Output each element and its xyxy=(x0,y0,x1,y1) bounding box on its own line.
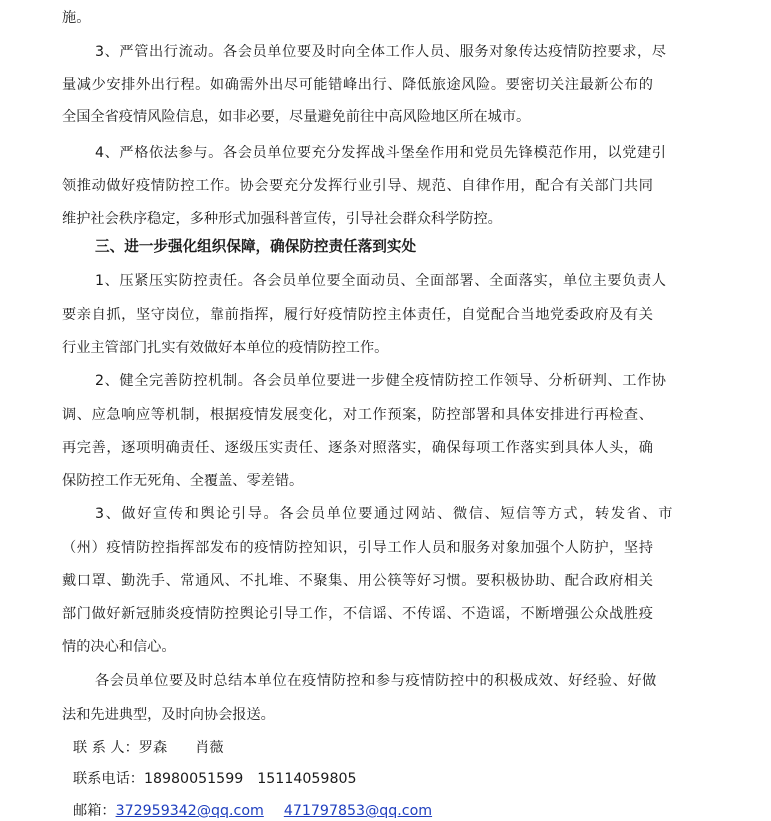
email-link[interactable]: 372959342@qq.com xyxy=(115,803,264,819)
contact-person-label: 联 系 人： xyxy=(73,740,139,756)
paragraph-line: 调、应急响应等机制，根据疫情发展变化，对工作预案，防控部署和具体安排进行再检查、 xyxy=(62,407,654,423)
paragraph-line: 全国全省疫情风险信息，如非必要，尽量避免前往中高风险地区所在城市。 xyxy=(62,109,531,125)
contact-phone-number: 15114059805 xyxy=(257,771,357,787)
paragraph-line: 各会员单位要及时总结本单位在疫情防控和参与疫情防控中的积极成效、好经验、好做 xyxy=(95,673,657,689)
contact-phone-number: 18980051599 xyxy=(143,771,244,787)
paragraph-line: 1、压紧压实防控责任。各会员单位要全面动员、全面部署、全面落实，单位主要负责人 xyxy=(95,273,667,289)
paragraph-line: 保防控工作无死角、全覆盖、零差错。 xyxy=(62,473,304,489)
contact-person-row xyxy=(73,738,224,758)
paragraph-line: 要亲自抓，坚守岗位，靠前指挥，履行好疫情防控主体责任，自觉配合当地党委政府及有关 xyxy=(62,307,654,323)
email-link[interactable]: 471797853@qq.com xyxy=(283,803,433,819)
paragraph-line: 2、健全完善防控机制。各会员单位要进一步健全疫情防控工作领导、分析研判、工作协 xyxy=(95,373,667,389)
paragraph-line: 再完善，逐项明确责任、逐级压实责任、逐条对照落实，确保每项工作落实到具体人头，确 xyxy=(62,440,654,456)
paragraph-line: 行业主管部门扎实有效做好本单位的疫情防控工作。 xyxy=(62,340,389,356)
contact-email-label: 邮箱： xyxy=(73,803,116,819)
contact-email-row xyxy=(73,801,432,821)
contact-phone-label: 联系电话： xyxy=(73,771,144,787)
section-heading: 三、进一步强化组织保障，确保防控责任落到实处 xyxy=(95,238,417,255)
paragraph-line: 3、做好宣传和舆论引导。各会员单位要通过网站、微信、短信等方式，转发省、市 xyxy=(95,506,674,522)
contact-phone-row xyxy=(73,769,357,789)
paragraph-line: 量减少安排外出行程。如确需外出尽可能错峰出行、降低旅途风险。要密切关注最新公布的 xyxy=(62,77,654,93)
paragraph-line: 部门做好新冠肺炎疫情防控舆论引导工作，不信谣、不传谣、不造谣，不断增强公众战胜疫 xyxy=(62,606,654,622)
paragraph-line: 施。 xyxy=(62,10,91,26)
paragraph-line: 情的决心和信心。 xyxy=(62,639,176,655)
paragraph-line: （州）疫情防控指挥部发布的疫情防控知识，引导工作人员和服务对象加强个人防护，坚持 xyxy=(62,540,654,556)
paragraph-line: 维护社会秩序稳定，多种形式加强科普宣传，引导社会群众科学防控。 xyxy=(62,211,502,227)
contact-person-name: 肖薇 xyxy=(195,740,224,756)
paragraph-line: 法和先进典型，及时向协会报送。 xyxy=(62,707,275,723)
contact-person-name: 罗森 xyxy=(138,740,168,756)
paragraph-line: 戴口罩、勤洗手、常通风、不扎堆、不聚集、用公筷等好习惯。要积极协助、配合政府相关 xyxy=(62,573,654,589)
paragraph-line: 3、严管出行流动。各会员单位要及时向全体工作人员、服务对象传达疫情防控要求，尽 xyxy=(95,44,667,60)
paragraph-line: 领推动做好疫情防控工作。协会要充分发挥行业引导、规范、自律作用，配合有关部门共同 xyxy=(62,178,654,194)
paragraph-line: 4、严格依法参与。各会员单位要充分发挥战斗堡垒作用和党员先锋模范作用，以党建引 xyxy=(95,145,667,161)
